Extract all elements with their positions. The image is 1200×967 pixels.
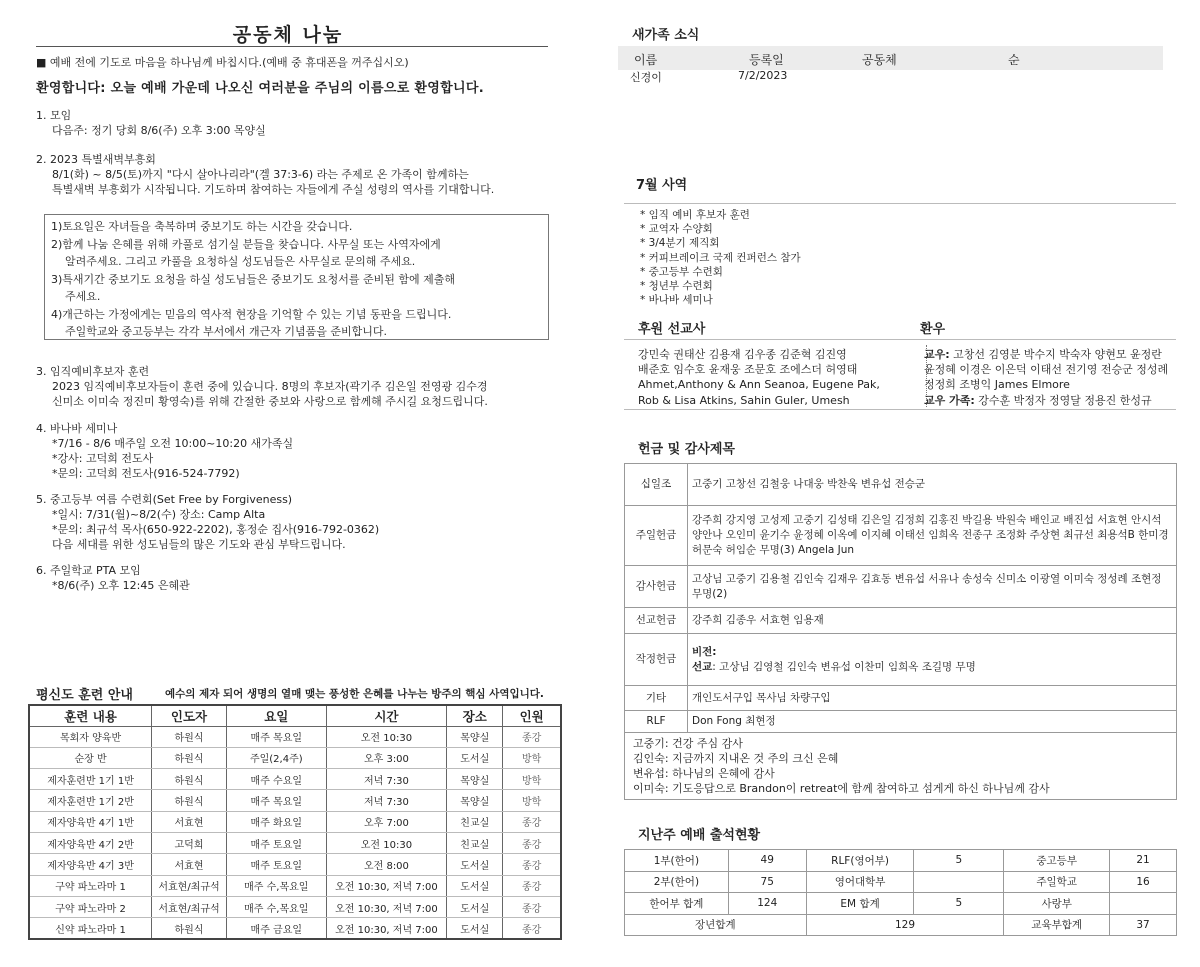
table-cell: 저녁 7:30 <box>326 790 447 811</box>
table-header-row <box>29 705 561 726</box>
column-header: 훈련 내용 <box>29 705 152 726</box>
section-line: *8/6(주) 오후 12:45 은혜관 <box>52 579 190 592</box>
table-cell: 오전 8:00 <box>326 854 447 875</box>
offering-row <box>625 566 1177 608</box>
table-cell: 종강 <box>503 918 561 939</box>
list-item: * 3/4분기 제직회 <box>640 237 720 250</box>
attendance-cell: 16 <box>1110 871 1177 893</box>
column-header: 장소 <box>447 705 503 726</box>
table-cell: 신약 파노라마 1 <box>29 918 152 939</box>
box-line: 1)토요일은 자녀들을 축복하며 중보기도 하는 시간을 갖습니다. <box>51 220 353 233</box>
section-line: 8/1(화) ~ 8/5(토)까지 "다시 살아나리라"(겔 37:3-6) 라는 주제로 온 가족이 함께하는 <box>52 168 469 181</box>
section-title: 4. 바나바 세미나 <box>36 422 118 435</box>
table-cell: 저녁 7:30 <box>326 769 447 790</box>
announcement-meeting <box>36 108 556 138</box>
section-title: 3. 임직예비후보자 훈련 <box>36 365 150 378</box>
offering-row <box>625 506 1177 566</box>
table-cell: 하원식 <box>152 918 227 939</box>
new-family-date: 7/2/2023 <box>738 69 788 82</box>
table-cell: 방학 <box>503 747 561 768</box>
table-cell: 고덕희 <box>152 832 227 853</box>
table-cell: 매주 목요일 <box>226 790 326 811</box>
attendance-cell: 75 <box>728 871 806 893</box>
table-cell: 목회자 양육반 <box>29 726 152 747</box>
section-line: 특별새벽 부흥회가 시작됩니다. 기도하며 참여하는 자들에게 주실 성령의 역사를 기대합니다. <box>52 183 495 196</box>
thanks-notes <box>625 733 1177 800</box>
section-line: *문의: 최규석 목사(650-922-2202), 홍정순 집사(916-792-0362) <box>52 523 380 536</box>
offering-row <box>625 608 1177 634</box>
table-row <box>29 747 561 768</box>
list-item: * 커피브레이크 국제 컨퍼런스 참가 <box>640 251 801 264</box>
missionaries-title: 후원 선교사 <box>638 322 706 337</box>
revival-details-box <box>44 214 549 340</box>
announcement-revival <box>36 152 556 197</box>
box-line: 2)함께 나눔 은혜를 위해 카풀로 섬기실 분들을 찾습니다. 사무실 또는 사역자에게 <box>51 237 441 251</box>
table-cell: 오전 10:30 <box>326 726 447 747</box>
total-value: 129 <box>806 914 1004 936</box>
table-cell: 매주 목요일 <box>226 726 326 747</box>
table-cell: 도서실 <box>447 875 503 896</box>
table-cell: 종강 <box>503 832 561 853</box>
table-cell: 매주 금요일 <box>226 918 326 939</box>
section-line: *일시: 7/31(월)~8/2(수) 장소: Camp Alta <box>52 508 266 521</box>
offering-row <box>625 711 1177 733</box>
table-cell: 종강 <box>503 896 561 917</box>
attendance-cell: 2부(한어) <box>625 871 729 893</box>
table-cell: 서효현 <box>152 811 227 832</box>
new-family-title: 새가족 소식 <box>632 28 700 43</box>
table-cell: 친교실 <box>447 832 503 853</box>
table-cell: 순장 반 <box>29 747 152 768</box>
training-table <box>28 704 562 940</box>
table-cell: 도서실 <box>447 896 503 917</box>
section-line: 신미소 이미숙 정진미 황영숙)를 위해 간절한 중보와 사랑으로 함께해 주시길 요청드립니다. <box>52 395 488 408</box>
table-cell: 서효현/최규석 <box>152 896 227 917</box>
table-cell: 매주 수요일 <box>226 769 326 790</box>
table-cell: 목양실 <box>447 769 503 790</box>
table-cell: 친교실 <box>447 811 503 832</box>
table-cell: 제자양육반 4기 1반 <box>29 811 152 832</box>
list-item: * 바나바 세미나 <box>640 294 713 307</box>
sick-title: 환우 <box>920 322 946 337</box>
thanks-notes-row <box>625 733 1177 800</box>
table-row <box>29 769 561 790</box>
thanks-note: 변유섭: 하나님의 은혜에 감사 <box>633 767 775 780</box>
column-header: 인도자 <box>152 705 227 726</box>
list-item: * 임직 예비 후보자 훈련 <box>640 209 750 221</box>
table-cell: 매주 수,목요일 <box>226 875 326 896</box>
table-cell: 종강 <box>503 854 561 875</box>
attendance-cell: 주일학교 <box>1004 871 1110 893</box>
offerings-title: 헌금 및 감사제목 <box>638 442 735 457</box>
offering-type: 기타 <box>625 686 688 711</box>
new-family-name: 신경이 <box>630 71 662 84</box>
attendance-row <box>625 893 1177 915</box>
attendance-table <box>624 849 1177 936</box>
table-cell: 구약 파노라마 2 <box>29 896 152 917</box>
attendance-cell <box>914 871 1004 893</box>
attendance-title: 지난주 예배 출석현황 <box>638 828 761 843</box>
missionaries-list <box>638 347 880 408</box>
table-cell: 오전 10:30, 저녁 7:00 <box>326 896 447 917</box>
column-header: 순 <box>1008 53 1020 67</box>
table-cell: 목양실 <box>447 790 503 811</box>
table-cell: 매주 토요일 <box>226 854 326 875</box>
table-cell: 오전 10:30 <box>326 832 447 853</box>
section-title: 1. 모임 <box>36 109 72 122</box>
box-line: 4)개근하는 가정에게는 믿음의 역사적 현장을 기억할 수 있는 기념 동판을 드립니다. <box>51 307 452 321</box>
july-divider <box>624 203 1176 204</box>
thanks-note: 이미숙: 기도응답으로 Brandon이 retreat에 함께 참여하고 섬게게 하신 하나님께 감사 <box>633 782 1050 795</box>
sick-list <box>924 347 1168 408</box>
table-cell: 제자양육반 4기 2반 <box>29 832 152 853</box>
table-cell: 제자훈련반 1기 1반 <box>29 769 152 790</box>
table-cell: 목양실 <box>447 726 503 747</box>
list-item: * 중고등부 수련회 <box>640 265 723 278</box>
attendance-cell: 49 <box>728 850 806 872</box>
table-cell: 오후 7:00 <box>326 811 447 832</box>
section-title: 6. 주일학교 PTA 모임 <box>36 564 141 577</box>
attendance-row <box>625 850 1177 872</box>
table-cell: 종강 <box>503 875 561 896</box>
offering-names: 개인도서구입 목사님 차량구입 <box>688 686 1177 711</box>
attendance-cell: 1부(한어) <box>625 850 729 872</box>
announcement-pta <box>36 563 556 593</box>
table-cell: 하원식 <box>152 769 227 790</box>
table-cell: 서효현 <box>152 854 227 875</box>
table-cell: 방학 <box>503 769 561 790</box>
training-subtitle: 예수의 제자 되어 생명의 열매 맺는 풍성한 은혜를 나누는 방주의 핵심 사역입니다. <box>165 688 544 700</box>
new-family-header <box>618 46 1163 70</box>
sick-line: 정정희 조병익 James Elmore <box>924 378 1070 392</box>
attendance-cell: 21 <box>1110 850 1177 872</box>
offering-names: 강주희 김종우 서효현 임용재 <box>688 608 1177 634</box>
thanks-note: 고중기: 건강 주심 감사 <box>633 737 743 750</box>
offering-type: RLF <box>625 711 688 733</box>
attendance-cell: 5 <box>914 850 1004 872</box>
section-line: 2023 임직예비후보자들이 훈련 중에 있습니다. 8명의 후보자(곽기주 김은일 전영광 김수경 <box>52 380 488 393</box>
edu-total-label: 교육부합계 <box>1004 914 1110 936</box>
section-line: *7/16 - 8/6 매주일 오전 10:00~10:20 새가족실 <box>52 437 294 450</box>
table-cell: 주일(2,4주) <box>226 747 326 768</box>
attendance-cell: EM 합계 <box>806 893 914 915</box>
table-cell: 종강 <box>503 726 561 747</box>
column-header: 인원 <box>503 705 561 726</box>
attendance-cell: 5 <box>914 893 1004 915</box>
mission-divider <box>624 339 1176 340</box>
mission-bottom-divider <box>624 409 1176 410</box>
new-family-row <box>618 68 1163 86</box>
box-line: 주일학교와 중고등부는 각각 부서에서 개근자 기념품을 준비합니다. <box>65 325 388 338</box>
table-row <box>29 918 561 939</box>
missionary-line: Rob & Lisa Atkins, Sahin Guler, Umesh <box>638 393 850 407</box>
table-cell: 서효현/최규석 <box>152 875 227 896</box>
prayer-note: ■ 예배 전에 기도로 마음을 하나님께 바칩시다.(예배 중 휴대폰을 꺼주십시오) <box>36 56 409 69</box>
table-cell: 오후 3:00 <box>326 747 447 768</box>
attendance-cell: 124 <box>728 893 806 915</box>
table-cell: 매주 화요일 <box>226 811 326 832</box>
title-divider <box>36 46 548 47</box>
column-header: 시간 <box>326 705 447 726</box>
july-ministry-list <box>640 208 801 307</box>
table-cell: 매주 토요일 <box>226 832 326 853</box>
table-cell: 구약 파노라마 1 <box>29 875 152 896</box>
offering-type: 선교헌금 <box>625 608 688 634</box>
vision-label: 비전: <box>692 645 717 658</box>
sick-label: 교우: <box>924 348 950 361</box>
missionary-line: 강민숙 권태산 김용재 김우종 김준혁 김진영 <box>638 348 847 361</box>
table-row <box>29 790 561 811</box>
section-title: 2. 2023 특별새벽부흥회 <box>36 153 156 166</box>
column-header: 요일 <box>226 705 326 726</box>
total-label: 장년합계 <box>625 914 807 936</box>
table-cell: 하원식 <box>152 790 227 811</box>
offering-row <box>625 464 1177 506</box>
list-item: * 청년부 수련회 <box>640 280 713 293</box>
offering-type: 작정헌금 <box>625 634 688 686</box>
table-cell: 도서실 <box>447 747 503 768</box>
sick-line: 윤정혜 이경은 이은덕 이태선 전기영 전승군 정성례 <box>924 363 1169 377</box>
attendance-cell: 한어부 합계 <box>625 893 729 915</box>
thanks-note: 김인숙: 지금까지 지내온 것 주의 크신 은혜 <box>633 752 839 765</box>
offering-names: Don Fong 최현정 <box>688 711 1177 733</box>
offerings-table <box>624 463 1177 800</box>
column-header: 이름 <box>634 53 658 67</box>
offering-names: 고중기 고창선 김철웅 나대웅 박찬욱 변유섭 전승군 <box>688 464 1177 506</box>
attendance-cell: 영어대학부 <box>806 871 914 893</box>
table-cell: 오전 10:30, 저녁 7:00 <box>326 918 447 939</box>
table-row <box>29 854 561 875</box>
announcement-officer-training <box>36 364 556 409</box>
table-cell: 제자양육반 4기 3반 <box>29 854 152 875</box>
attendance-total-row <box>625 914 1177 936</box>
offering-row <box>625 686 1177 711</box>
announcement-barnabas <box>36 421 556 481</box>
column-header: 공동체 <box>862 53 897 67</box>
sick-line: 교우 가족: 강수훈 박정자 정영달 정용진 한성규 <box>924 393 1152 407</box>
offering-type: 감사헌금 <box>625 566 688 608</box>
edu-total-value: 37 <box>1110 914 1177 936</box>
offering-row <box>625 634 1177 686</box>
sick-line: 교우: 고창선 김영분 박수지 박숙자 양현모 윤정란 <box>924 348 1162 361</box>
july-ministry-title: 7월 사역 <box>636 178 688 193</box>
attendance-cell: 중고등부 <box>1004 850 1110 872</box>
offering-type: 주일헌금 <box>625 506 688 566</box>
table-row <box>29 726 561 747</box>
offering-names: 강주희 강지영 고성제 고중기 김성태 김은일 김정희 김홍진 박길용 박원숙 배인교 배진섭 서효현 안시석 양안나 오인미 윤기수 윤정혜 이옥예 이지혜 이태선 임희옥 전종구 조정화 주상현 최규선 최용석B 한미경 허문숙 허임순 무명(3) Angela Jun <box>688 506 1177 566</box>
attendance-cell: RLF(영어부) <box>806 850 914 872</box>
missionary-line: Ahmet,Anthony & Ann Seanoa, Eugene Pak, <box>638 378 880 392</box>
column-header: 등록일 <box>749 53 784 67</box>
table-row <box>29 896 561 917</box>
section-title: 5. 중고등부 여름 수련회(Set Free by Forgiveness) <box>36 493 293 506</box>
missionary-line: 배준호 임수호 윤재웅 조문호 조에스더 허영태 <box>638 363 858 377</box>
attendance-cell <box>1110 893 1177 915</box>
table-cell: 방학 <box>503 790 561 811</box>
table-row <box>29 875 561 896</box>
table-row <box>29 832 561 853</box>
sick-label: 교우 가족: <box>924 393 975 407</box>
table-cell: 제자훈련반 1기 2반 <box>29 790 152 811</box>
table-cell: 하원식 <box>152 726 227 747</box>
section-line: 다음 세대를 위한 성도님들의 많은 기도와 관심 부탁드립니다. <box>52 538 346 551</box>
offering-type: 십일조 <box>625 464 688 506</box>
section-line: *문의: 고덕희 전도사(916-524-7792) <box>52 467 240 480</box>
table-cell: 오전 10:30, 저녁 7:00 <box>326 875 447 896</box>
offering-names: 비전: 선교: 고상님 김영철 김인숙 변유섭 이찬미 임희옥 조길명 무명 <box>688 634 1177 686</box>
table-cell: 도서실 <box>447 918 503 939</box>
box-line: 주세요. <box>65 290 101 303</box>
training-title: 평신도 훈련 안내 <box>36 688 133 703</box>
announcement-youth-retreat <box>36 492 556 552</box>
table-cell: 매주 수,목요일 <box>226 896 326 917</box>
list-item: * 교역자 수양회 <box>640 223 713 236</box>
welcome-message: 환영합니다: 오늘 예배 가운데 나오신 여러분을 주님의 이름으로 환영합니다. <box>36 81 484 96</box>
attendance-row <box>625 871 1177 893</box>
box-line: 3)특새기간 중보기도 요청을 하실 성도님들은 중보기도 요청서를 준비된 함에 제출해 <box>51 272 456 286</box>
attendance-cell: 사랑부 <box>1004 893 1110 915</box>
table-cell: 도서실 <box>447 854 503 875</box>
mission-label: 선교 <box>692 660 713 673</box>
offering-names: 고상님 고중기 김용철 김인숙 김재우 김효동 변유섭 서유나 송성숙 신미소 이광열 이미숙 정성례 조현정 무명(2) <box>688 566 1177 608</box>
box-line: 알려주세요. 그리고 카풀을 요청하실 성도님들은 사무실로 문의해 주세요. <box>65 255 416 268</box>
table-row <box>29 811 561 832</box>
section-line: *강사: 고덕희 전도사 <box>52 452 154 465</box>
table-cell: 하원식 <box>152 747 227 768</box>
table-cell: 종강 <box>503 811 561 832</box>
page-title: 공동체 나눔 <box>232 24 344 46</box>
section-line: 다음주: 정기 당회 8/6(주) 오후 3:00 목양실 <box>52 124 266 137</box>
